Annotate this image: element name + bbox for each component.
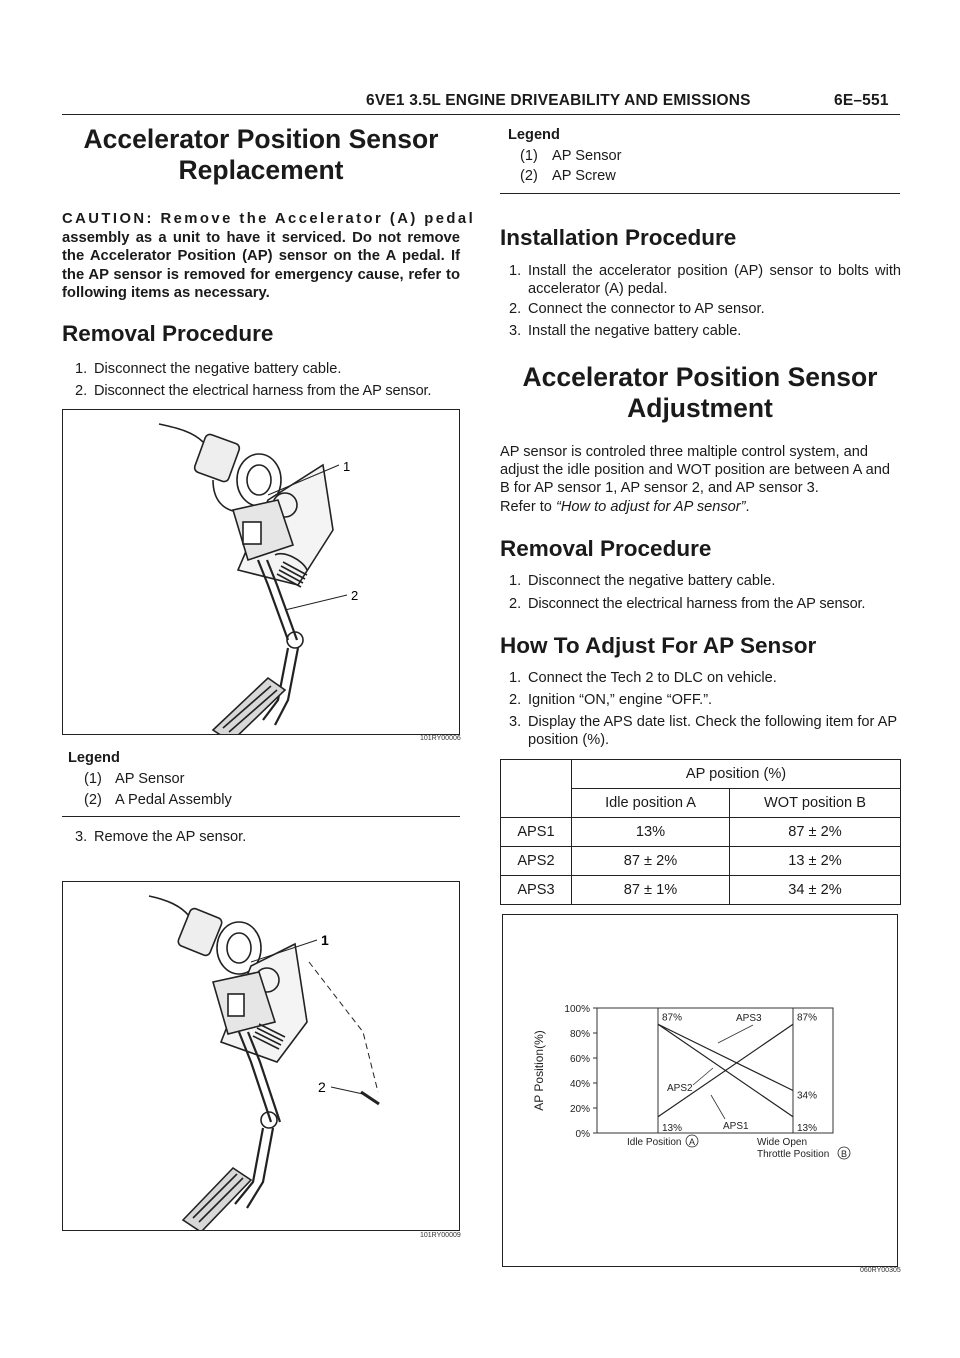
howto-step-3 (509, 713, 901, 749)
callout-1: 1 (321, 932, 329, 948)
legend-item-2 (84, 792, 232, 808)
series-label-aps1: APS1 (723, 1121, 749, 1132)
ap-position-table (500, 759, 901, 905)
callout-line-2 (285, 595, 347, 610)
legend-item-1 (84, 771, 185, 787)
idle-value: 13% (572, 818, 730, 847)
table-row (501, 818, 901, 847)
caution-body: assembly as a unit to have it serviced. Do not remove the Accelerator Position (AP) sensor on the A pedal. If the AP sensor is removed for emergency cause, refer to following items as necessary. (62, 229, 460, 302)
step-number: 1. (509, 670, 522, 686)
caution-note (62, 210, 476, 303)
installation-heading: Installation Procedure (500, 225, 737, 250)
step-text: Remove the AP sensor. (94, 829, 247, 845)
section-title: 6VE1 3.5L ENGINE DRIVEABILITY AND EMISSIONS (366, 92, 751, 109)
leader-aps2 (693, 1068, 713, 1085)
caution-lead: CAUTION: Remove the Accelerator (A) pedal (62, 211, 476, 227)
step-text: Disconnect the electrical harness from the AP sensor. (528, 596, 866, 612)
legend-title-left: Legend (68, 750, 120, 766)
y-tick-label: 0% (575, 1129, 590, 1140)
step-number: 3. (509, 323, 522, 339)
callout-2: 2 (318, 1079, 326, 1095)
x-marker-a: A (688, 1137, 696, 1147)
figure-id-3: 060RY00305 (860, 1267, 901, 1274)
legend-item-num: (2) (84, 792, 102, 808)
legend-item-right-2 (520, 168, 616, 184)
removal-heading-left: Removal Procedure (62, 321, 274, 346)
right-removal-step-1 (509, 572, 904, 590)
step-text: Connect the Tech 2 to DLC on vehicle. (528, 670, 777, 686)
adjustment-title-line2: Adjustment (627, 393, 773, 423)
page-title (62, 124, 460, 186)
leader-aps1 (711, 1095, 725, 1119)
step-number: 3. (75, 829, 88, 845)
table-row (501, 876, 901, 905)
legend-item-text: AP Sensor (552, 148, 622, 164)
y-tick-label: 80% (569, 1029, 590, 1040)
y-tick-label: 40% (569, 1079, 590, 1090)
refer-end: . (745, 498, 750, 515)
row-label: APS2 (501, 847, 572, 876)
removal-heading-right: Removal Procedure (500, 536, 712, 561)
idle-value: 87 ± 1% (572, 876, 730, 905)
annotation-wot-mid: 34% (797, 1090, 818, 1102)
legend-item-num: (2) (520, 168, 538, 184)
adjustment-paragraph (500, 443, 902, 516)
adjustment-refer (500, 498, 902, 516)
legend-item-right-1 (520, 148, 622, 164)
step-number: 2. (509, 596, 522, 612)
table-col-header-idle: Idle position A (572, 789, 730, 818)
step-number: 1. (509, 263, 522, 279)
refer-label: Refer to (500, 498, 552, 515)
step-text: Disconnect the electrical harness from the AP sensor. (94, 383, 432, 399)
y-tick-label: 100% (564, 1004, 590, 1015)
left-removal-step-1 (75, 360, 465, 378)
ap-sensor-removal-illustration (63, 882, 459, 1230)
legend-item-text: A Pedal Assembly (115, 792, 232, 808)
wot-value: 13 ± 2% (730, 847, 901, 876)
y-axis-label: AP Position(%) (532, 1030, 546, 1111)
table-header-row (501, 760, 901, 789)
pedal-assembly-illustration (63, 410, 459, 734)
install-step-1 (509, 262, 901, 298)
x-label-wot-line2: Throttle Position (757, 1149, 830, 1160)
series-line-aps3 (658, 1024, 793, 1090)
wot-value: 87 ± 2% (730, 818, 901, 847)
step-text: Disconnect the negative battery cable. (528, 573, 776, 589)
step-text: Disconnect the negative battery cable. (94, 361, 342, 377)
x-label-idle: Idle Position (627, 1137, 682, 1148)
page-title-line2: Replacement (178, 155, 344, 185)
page-title-line1: Accelerator Position Sensor (83, 124, 439, 154)
step-text: Display the APS date list. Check the following item for AP position (%). (528, 714, 897, 748)
table-row (501, 847, 901, 876)
legend-rule-left (62, 816, 460, 817)
howto-step-2 (509, 691, 901, 709)
step-number: 2. (509, 301, 522, 317)
howto-heading: How To Adjust For AP Sensor (500, 633, 817, 658)
table-col-header-wot: WOT position B (730, 789, 901, 818)
left-removal-step-2 (75, 382, 467, 400)
row-label: APS3 (501, 876, 572, 905)
refer-link[interactable]: “How to adjust for AP sensor” (555, 498, 746, 515)
right-removal-step-2 (509, 595, 904, 613)
adjustment-title (500, 362, 900, 424)
howto-step-1 (509, 669, 901, 687)
ap-position-chart-figure (502, 914, 898, 1267)
step-text: Install the accelerator position (AP) sensor to bolts with accelerator (A) pedal. (528, 263, 901, 297)
wot-value: 34 ± 2% (730, 876, 901, 905)
adjustment-text: AP sensor is controled three maltiple control system, and adjust the idle position and WOT position are between A and B for AP sensor 1, AP sensor 2, and AP sensor 3. (500, 444, 890, 497)
left-removal-step-3 (75, 828, 455, 846)
page-number: 6E–551 (834, 92, 889, 109)
ap-sensor-removal-figure (62, 881, 460, 1231)
adjustment-title-line1: Accelerator Position Sensor (522, 362, 878, 392)
legend-item-text: AP Screw (552, 168, 616, 184)
step-number: 1. (75, 361, 88, 377)
ap-position-chart (503, 915, 897, 1266)
annotation-idle-top: 87% (662, 1012, 683, 1024)
x-label-wot-line1: Wide Open (757, 1137, 808, 1148)
annotation-wot-bottom: 13% (797, 1122, 818, 1134)
step-text: Ignition “ON,” engine “OFF.”. (528, 692, 713, 708)
legend-item-num: (1) (84, 771, 102, 787)
step-text: Install the negative battery cable. (528, 323, 742, 339)
x-marker-b: B (840, 1149, 848, 1159)
y-tick-label: 20% (569, 1104, 590, 1115)
annotation-wot-top: 87% (797, 1012, 818, 1024)
row-label: APS1 (501, 818, 572, 847)
header-rule (62, 114, 900, 115)
step-number: 2. (509, 692, 522, 708)
install-step-3 (509, 322, 901, 340)
table-corner-cell (501, 760, 572, 818)
leader-aps3 (718, 1025, 753, 1043)
legend-item-num: (1) (520, 148, 538, 164)
plot-frame (597, 1008, 833, 1133)
annotation-idle-bottom: 13% (662, 1122, 683, 1134)
series-label-aps3: APS3 (736, 1013, 762, 1024)
callout-2: 2 (351, 588, 359, 603)
legend-rule-right (500, 193, 900, 194)
idle-value: 87 ± 2% (572, 847, 730, 876)
step-number: 1. (509, 573, 522, 589)
figure-id-2: 101RY00009 (420, 1232, 461, 1239)
series-label-aps2: APS2 (667, 1083, 693, 1094)
callout-line-2 (331, 1087, 363, 1094)
pedal-assembly-figure (62, 409, 460, 735)
legend-item-text: AP Sensor (115, 771, 185, 787)
step-number: 3. (509, 714, 522, 730)
figure-id-1: 101RY00006 (420, 735, 461, 742)
table-group-header: AP position (%) (572, 760, 901, 789)
callout-1: 1 (343, 459, 351, 474)
step-text: Connect the connector to AP sensor. (528, 301, 765, 317)
install-step-2 (509, 300, 901, 318)
y-tick-label: 60% (569, 1054, 590, 1065)
step-number: 2. (75, 383, 88, 399)
legend-title-right: Legend (508, 127, 560, 143)
